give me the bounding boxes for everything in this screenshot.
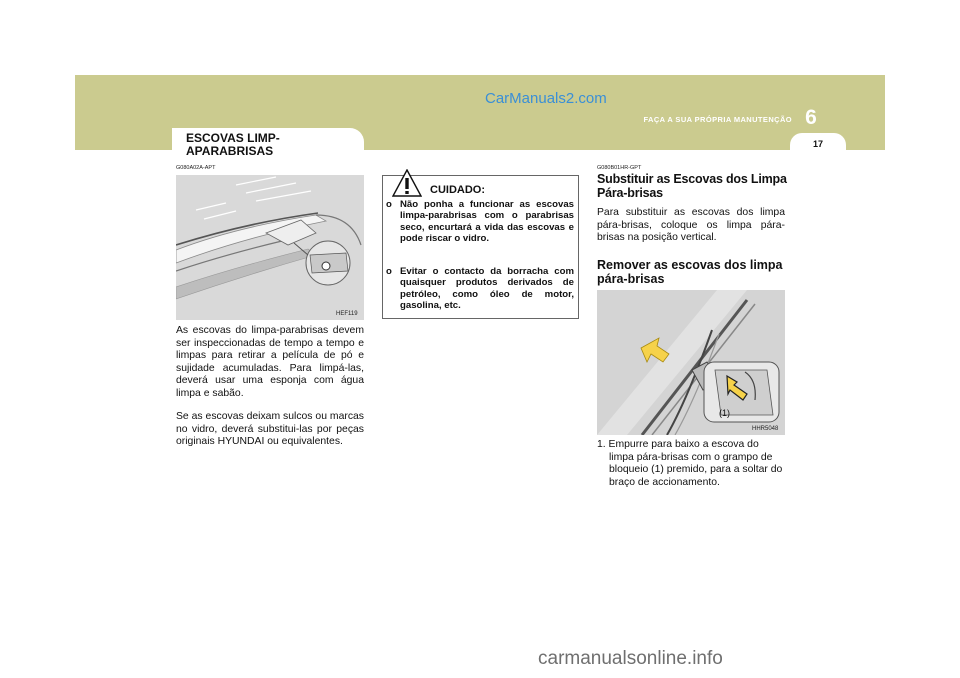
section-code-right: G080B01HR-GPT [597, 165, 642, 171]
chapter-title: FAÇA A SUA PRÓPRIA MANUTENÇÃO [643, 115, 792, 124]
warning-title: CUIDADO: [430, 184, 485, 196]
step-1-text: 1. Empurre para baixo a escova do limpa pára-brisas com o grampo de bloqueio (1) premido, para a soltar do braço de accionamento. [597, 439, 783, 488]
section-title: ESCOVAS LIMP-APARABRISAS [186, 131, 280, 158]
warning-item-1 [386, 199, 574, 244]
image-label-hhr5048: HHR5048 [752, 426, 779, 432]
image-callout-1: (1) [719, 408, 730, 418]
bullet-mark: o [386, 199, 392, 210]
warning-item-2-text: Evitar o contacto da borracha com quaisquer produtos derivados de petróleo, como óleo de motor, gasolina, etc. [400, 266, 574, 311]
blade-removal-illustration [597, 290, 785, 435]
paragraph-replace: Se as escovas deixam sulcos ou marcas no vidro, deverá substitui-las por peças originais HYUNDAI ou equivalentes. [176, 411, 364, 448]
section-code: G080A02A-APT [176, 165, 216, 171]
bullet-mark: o [386, 266, 392, 277]
blade-removal-image [597, 290, 785, 435]
paragraph-vertical-position: Para substituir as escovas dos limpa pára-brisas, coloque os limpa pára-brisas na posição vertical. [597, 207, 785, 244]
warning-triangle-icon [392, 169, 422, 197]
watermark-top[interactable]: CarManuals2.com [485, 90, 607, 107]
wiper-illustration [176, 175, 364, 320]
heading-replace-blades: Substituir as Escovas dos Limpa Pára-brisas [597, 172, 787, 200]
image-label-hef119: HEF119 [336, 311, 358, 317]
warning-item-2 [386, 266, 574, 311]
chapter-number: 6 [805, 106, 817, 129]
watermark-bottom[interactable]: carmanualsonline.info [538, 648, 723, 669]
heading-remove-blades: Remover as escovas dos limpa pára-brisas [597, 258, 783, 286]
page-number: 17 [812, 139, 823, 149]
paragraph-inspect: As escovas do limpa-parabrisas devem ser inspeccionadas de tempo a tempo e limpas para retirar a película de pó e sujidade acumuladas. Para limpá-las, deverá usar uma esponja com água limpa e sabão. [176, 325, 364, 399]
warning-item-1-text: Não ponha a funcionar as escovas limpa-parabrisas com o parabrisas seco, encurtará a vida das escovas e pode riscar o vidro. [400, 199, 574, 244]
wiper-windshield-image [176, 175, 364, 320]
